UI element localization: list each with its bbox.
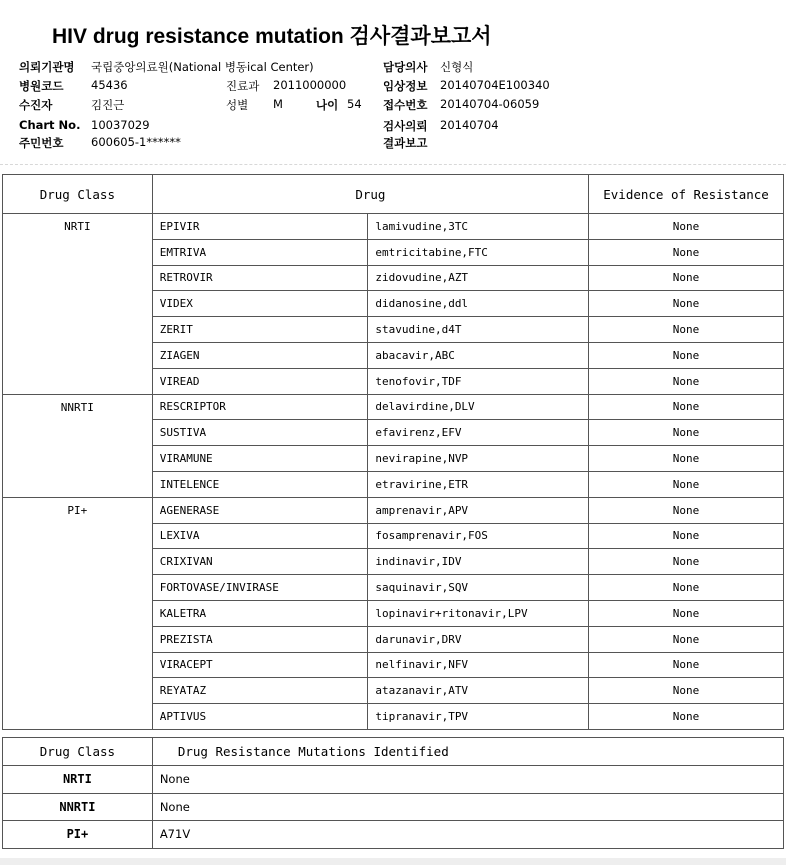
sex-value: M	[273, 97, 283, 111]
evidence-cell: None	[589, 214, 784, 240]
generic-name-cell: fosamprenavir,FOS	[368, 523, 589, 549]
drug-class-cell: NRTI	[3, 214, 153, 395]
generic-name-cell: efavirenz,EFV	[368, 420, 589, 446]
brand-name-cell: EPIVIR	[152, 214, 368, 240]
brand-name-cell: FORTOVASE/INVIRASE	[152, 575, 368, 601]
age-label: 나이	[316, 98, 339, 112]
brand-name-cell: RESCRIPTOR	[152, 394, 368, 420]
age-value: 54	[347, 97, 362, 111]
table-row	[3, 394, 784, 420]
evidence-cell: None	[589, 523, 784, 549]
brand-name-cell: INTELENCE	[152, 471, 368, 497]
header-mutations-identified: Drug Resistance Mutations Identified	[152, 738, 783, 766]
brand-name-cell: VIRAMUNE	[152, 446, 368, 472]
report-header-info	[0, 56, 786, 156]
evidence-cell: None	[589, 368, 784, 394]
evidence-cell: None	[589, 265, 784, 291]
mutation-value-cell: None	[152, 793, 783, 821]
generic-name-cell: delavirdine,DLV	[368, 394, 589, 420]
header-drug-class: Drug Class	[3, 175, 153, 214]
generic-name-cell: lamivudine,3TC	[368, 214, 589, 240]
drug-class-cell: PI+	[3, 497, 153, 729]
mutation-value-cell: None	[152, 766, 783, 794]
mutation-class-cell: NNRTI	[3, 793, 153, 821]
brand-name-cell: VIDEX	[152, 291, 368, 317]
brand-name-cell: EMTRIVA	[152, 239, 368, 265]
generic-name-cell: abacavir,ABC	[368, 342, 589, 368]
evidence-cell: None	[589, 600, 784, 626]
generic-name-cell: amprenavir,APV	[368, 497, 589, 523]
result-report-label: 결과보고	[383, 136, 428, 150]
drug-table-header	[3, 175, 784, 214]
table-row	[3, 766, 784, 794]
receipt-value: 20140704-06059	[440, 97, 540, 111]
brand-name-cell: LEXIVA	[152, 523, 368, 549]
evidence-cell: None	[589, 471, 784, 497]
header-evidence: Evidence of Resistance	[589, 175, 784, 214]
hospital-code-value: 45436	[91, 78, 128, 92]
mutation-class-cell: PI+	[3, 821, 153, 849]
chart-no-value: 10037029	[91, 118, 150, 132]
evidence-cell: None	[589, 678, 784, 704]
brand-name-cell: VIRACEPT	[152, 652, 368, 678]
evidence-cell: None	[589, 704, 784, 730]
patient-value: 김진근	[91, 98, 125, 112]
evidence-cell: None	[589, 652, 784, 678]
mutations-table	[2, 737, 784, 849]
brand-name-cell: APTIVUS	[152, 704, 368, 730]
table-row	[3, 497, 784, 523]
doctor-value: 신형식	[440, 60, 474, 74]
brand-name-cell: VIREAD	[152, 368, 368, 394]
generic-name-cell: didanosine,ddl	[368, 291, 589, 317]
evidence-cell: None	[589, 291, 784, 317]
evidence-cell: None	[589, 575, 784, 601]
resident-id-value: 600605-1******	[91, 135, 181, 149]
evidence-cell: None	[589, 549, 784, 575]
doctor-label: 담당의사	[383, 60, 428, 74]
evidence-cell: None	[589, 317, 784, 343]
department-value: 2011000000	[273, 78, 347, 92]
brand-name-cell: CRIXIVAN	[152, 549, 368, 575]
report-title: HIV drug resistance mutation 검사결과보고서	[52, 25, 492, 48]
evidence-cell: None	[589, 626, 784, 652]
header-divider	[0, 164, 786, 165]
evidence-cell: None	[589, 446, 784, 472]
brand-name-cell: KALETRA	[152, 600, 368, 626]
generic-name-cell: stavudine,d4T	[368, 317, 589, 343]
generic-name-cell: nevirapine,NVP	[368, 446, 589, 472]
generic-name-cell: lopinavir+ritonavir,LPV	[368, 600, 589, 626]
evidence-cell: None	[589, 394, 784, 420]
brand-name-cell: RETROVIR	[152, 265, 368, 291]
chart-no-label: Chart No.	[19, 118, 81, 132]
brand-name-cell: REYATAZ	[152, 678, 368, 704]
brand-name-cell: SUSTIVA	[152, 420, 368, 446]
generic-name-cell: darunavir,DRV	[368, 626, 589, 652]
clinical-value: 20140704E100340	[440, 78, 550, 92]
generic-name-cell: saquinavir,SQV	[368, 575, 589, 601]
hospital-code-label: 병원코드	[19, 79, 64, 93]
request-label: 검사의뢰	[383, 119, 428, 133]
sex-label: 성별	[226, 98, 249, 112]
drug-resistance-table	[2, 174, 784, 730]
generic-name-cell: nelfinavir,NFV	[368, 652, 589, 678]
generic-name-cell: tenofovir,TDF	[368, 368, 589, 394]
evidence-cell: None	[589, 420, 784, 446]
mutation-class-cell: NRTI	[3, 766, 153, 794]
department-label: 진료과	[226, 79, 260, 93]
generic-name-cell: tipranavir,TPV	[368, 704, 589, 730]
generic-name-cell: etravirine,ETR	[368, 471, 589, 497]
institution-label: 의뢰기관명	[19, 60, 75, 74]
mutation-value-cell: A71V	[152, 821, 783, 849]
drug-class-cell: NNRTI	[3, 394, 153, 497]
mutations-table-header	[3, 738, 784, 766]
evidence-cell: None	[589, 497, 784, 523]
patient-label: 수진자	[19, 98, 53, 112]
resident-id-label: 주민번호	[19, 136, 64, 150]
generic-name-cell: indinavir,IDV	[368, 549, 589, 575]
table-row	[3, 214, 784, 240]
brand-name-cell: ZIAGEN	[152, 342, 368, 368]
brand-name-cell: AGENERASE	[152, 497, 368, 523]
brand-name-cell: PREZISTA	[152, 626, 368, 652]
receipt-label: 접수번호	[383, 98, 428, 112]
evidence-cell: None	[589, 239, 784, 265]
generic-name-cell: zidovudine,AZT	[368, 265, 589, 291]
generic-name-cell: atazanavir,ATV	[368, 678, 589, 704]
table-row	[3, 821, 784, 849]
clinical-label: 임상정보	[383, 79, 428, 93]
institution-value: 국립중앙의료원(National 병동ical Center)	[91, 60, 314, 74]
header-drug: Drug	[152, 175, 588, 214]
brand-name-cell: ZERIT	[152, 317, 368, 343]
header-mut-drug-class: Drug Class	[3, 738, 153, 766]
generic-name-cell: emtricitabine,FTC	[368, 239, 589, 265]
table-row	[3, 793, 784, 821]
evidence-cell: None	[589, 342, 784, 368]
request-value: 20140704	[440, 118, 499, 132]
